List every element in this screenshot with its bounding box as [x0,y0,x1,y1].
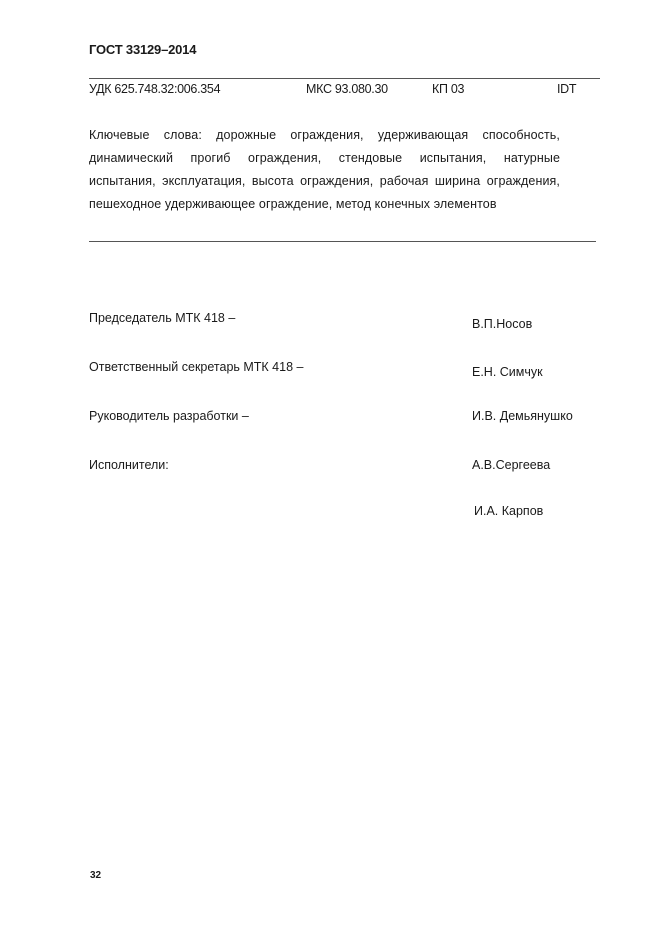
keywords-paragraph: Ключевые слова: дорожные ограждения, удерживающая способность, динамический прогиб ограждения, стендовые испытания, натурные испытания, эксплуатация, высота ограждения, рабочая ширина ограждения, пешеходное удерживающее ограждение, метод конечных элементов [89,128,560,211]
signature-role-secretary: Ответственный секретарь МТК 418 – [89,360,304,374]
signature-role-lead: Руководитель разработки – [89,409,249,423]
header-divider [89,78,600,79]
udk-code: УДК 625.748.32:006.354 [89,82,221,96]
keywords-divider [89,241,596,242]
signature-name-lead: И.В. Демьянушко [472,409,573,423]
kp-code: КП 03 [432,82,465,96]
signature-role-chairman: Председатель МТК 418 – [89,311,236,325]
signature-role-executors: Исполнители: [89,458,169,472]
signature-name-executor-2: И.А. Карпов [474,504,544,518]
idt-code: IDT [557,82,577,96]
signature-name-chairman: В.П.Носов [472,317,533,331]
signature-name-executor-1: А.В.Сергеева [472,458,551,472]
document-title: ГОСТ 33129–2014 [89,42,197,57]
signature-name-secretary: Е.Н. Симчук [472,365,543,379]
mks-code: МКС 93.080.30 [306,82,388,96]
page-number: 32 [90,870,102,881]
